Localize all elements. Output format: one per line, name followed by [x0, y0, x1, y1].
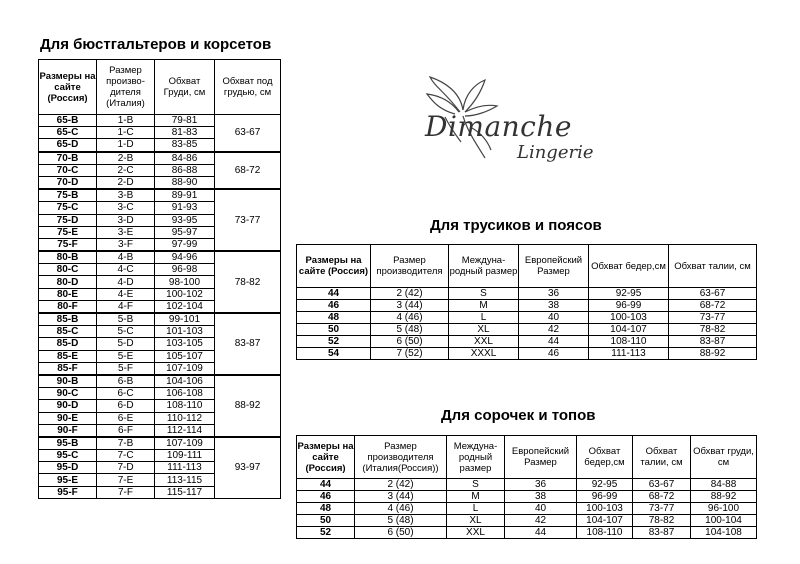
underbust-cell: 88-92 [215, 375, 281, 437]
maker-size-cell: 6-E [97, 412, 155, 424]
maker-size-cell: 5-E [97, 350, 155, 362]
maker-size-cell: 6-B [97, 375, 155, 388]
bust-cell: 104-108 [691, 527, 757, 539]
intl-size-cell: XL [449, 324, 519, 336]
eu-size-cell: 42 [505, 515, 577, 527]
bust-cell: 91-93 [155, 202, 215, 214]
waist-cell: 68-72 [633, 491, 691, 503]
bust-cell: 108-110 [155, 400, 215, 412]
waist-cell: 78-82 [669, 324, 757, 336]
site-size-cell: 90-D [39, 400, 97, 412]
maker-size-cell: 3 (44) [355, 491, 447, 503]
panties-table-title: Для трусиков и поясов [430, 217, 602, 234]
table-row [297, 515, 757, 527]
maker-size-cell: 4-B [97, 251, 155, 264]
maker-size-cell: 2-C [97, 164, 155, 176]
eu-size-cell: 38 [519, 300, 589, 312]
maker-size-cell: 2 (42) [371, 288, 449, 300]
maker-size-cell: 6 (50) [355, 527, 447, 539]
waist-cell: 88-92 [669, 348, 757, 360]
table-row [297, 527, 757, 539]
maker-size-cell: 5 (48) [371, 324, 449, 336]
underbust-cell: 68-72 [215, 152, 281, 190]
site-size-cell: 85-E [39, 350, 97, 362]
bust-cell: 100-104 [691, 515, 757, 527]
maker-size-cell: 4 (46) [371, 312, 449, 324]
tops-header-intl-size: Междуна-родный размер [447, 436, 505, 479]
bust-cell: 98-100 [155, 276, 215, 288]
bust-cell: 107-109 [155, 437, 215, 450]
underbust-cell: 78-82 [215, 251, 281, 313]
bust-cell: 97-99 [155, 238, 215, 251]
intl-size-cell: XXL [447, 527, 505, 539]
bust-cell: 109-111 [155, 450, 215, 462]
site-size-cell: 65-D [39, 139, 97, 152]
table-row [297, 312, 757, 324]
eu-size-cell: 40 [519, 312, 589, 324]
bust-cell: 103-105 [155, 338, 215, 350]
site-size-cell: 75-D [39, 214, 97, 226]
site-size-cell: 90-B [39, 375, 97, 388]
site-size-cell: 90-E [39, 412, 97, 424]
site-size-cell: 95-C [39, 450, 97, 462]
hips-cell: 108-110 [577, 527, 633, 539]
tops-header-waist: Обхват талии, см [633, 436, 691, 479]
bust-cell: 81-83 [155, 127, 215, 139]
bra-header-maker-size: Размер произво-дителя (Италия) [97, 60, 155, 115]
table-row [39, 437, 281, 450]
intl-size-cell: M [447, 491, 505, 503]
maker-size-cell: 5 (48) [355, 515, 447, 527]
bust-cell: 96-98 [155, 264, 215, 276]
site-size-cell: 80-F [39, 300, 97, 313]
table-row [297, 503, 757, 515]
intl-size-cell: S [449, 288, 519, 300]
eu-size-cell: 38 [505, 491, 577, 503]
intl-size-cell: XXL [449, 336, 519, 348]
intl-size-cell: L [447, 503, 505, 515]
bust-cell: 111-113 [155, 462, 215, 474]
bust-cell: 101-103 [155, 326, 215, 338]
site-size-cell: 85-D [39, 338, 97, 350]
maker-size-cell: 3-E [97, 226, 155, 238]
bust-cell: 107-109 [155, 362, 215, 375]
site-size-cell: 75-F [39, 238, 97, 251]
table-row [297, 336, 757, 348]
tops-table-title: Для сорочек и топов [441, 407, 596, 424]
hips-cell: 92-95 [577, 479, 633, 491]
panties-header-intl-size: Междуна-родный размер [449, 245, 519, 288]
maker-size-cell: 7-D [97, 462, 155, 474]
maker-size-cell: 4-D [97, 276, 155, 288]
site-size-cell: 75-E [39, 226, 97, 238]
bust-cell: 113-115 [155, 474, 215, 486]
tops-header-site-size: Размеры на сайте (Россия) [297, 436, 355, 479]
table-row [39, 152, 281, 165]
intl-size-cell: M [449, 300, 519, 312]
maker-size-cell: 7-C [97, 450, 155, 462]
bust-cell: 84-88 [691, 479, 757, 491]
site-size-cell: 54 [297, 348, 371, 360]
tops-size-table [296, 435, 757, 539]
bra-table-title: Для бюстгальтеров и корсетов [40, 36, 272, 53]
bust-cell: 106-108 [155, 388, 215, 400]
hips-cell: 111-113 [589, 348, 669, 360]
site-size-cell: 95-F [39, 486, 97, 498]
site-size-cell: 85-B [39, 313, 97, 326]
bust-cell: 102-104 [155, 300, 215, 313]
brand-logo [405, 72, 645, 172]
eu-size-cell: 44 [505, 527, 577, 539]
site-size-cell: 52 [297, 527, 355, 539]
bust-cell: 79-81 [155, 115, 215, 127]
eu-size-cell: 36 [519, 288, 589, 300]
bust-cell: 110-112 [155, 412, 215, 424]
site-size-cell: 80-D [39, 276, 97, 288]
site-size-cell: 75-B [39, 189, 97, 202]
site-size-cell: 46 [297, 491, 355, 503]
eu-size-cell: 44 [519, 336, 589, 348]
site-size-cell: 95-E [39, 474, 97, 486]
waist-cell: 63-67 [669, 288, 757, 300]
bust-cell: 86-88 [155, 164, 215, 176]
site-size-cell: 50 [297, 324, 371, 336]
table-row [39, 251, 281, 264]
site-size-cell: 80-E [39, 288, 97, 300]
eu-size-cell: 42 [519, 324, 589, 336]
site-size-cell: 70-C [39, 164, 97, 176]
bust-cell: 105-107 [155, 350, 215, 362]
maker-size-cell: 3-F [97, 238, 155, 251]
maker-size-cell: 5-F [97, 362, 155, 375]
maker-size-cell: 4 (46) [355, 503, 447, 515]
underbust-cell: 73-77 [215, 189, 281, 251]
intl-size-cell: L [449, 312, 519, 324]
intl-size-cell: XXXL [449, 348, 519, 360]
site-size-cell: 95-B [39, 437, 97, 450]
table-row [39, 115, 281, 127]
bra-header-underbust: Обхват под грудью, см [215, 60, 281, 115]
maker-size-cell: 3-D [97, 214, 155, 226]
table-row [39, 375, 281, 388]
bust-cell: 95-97 [155, 226, 215, 238]
underbust-cell: 83-87 [215, 313, 281, 375]
panties-header-eu-size: Европейский Размер [519, 245, 589, 288]
maker-size-cell: 3-C [97, 202, 155, 214]
maker-size-cell: 1-D [97, 139, 155, 152]
bust-cell: 84-86 [155, 152, 215, 165]
maker-size-cell: 7-F [97, 486, 155, 498]
logo-brand-subtitle: Lingerie [517, 142, 594, 163]
intl-size-cell: S [447, 479, 505, 491]
waist-cell: 83-87 [669, 336, 757, 348]
maker-size-cell: 5-C [97, 326, 155, 338]
site-size-cell: 52 [297, 336, 371, 348]
maker-size-cell: 2-D [97, 176, 155, 189]
maker-size-cell: 1-B [97, 115, 155, 127]
eu-size-cell: 46 [519, 348, 589, 360]
table-row [39, 313, 281, 326]
bra-header-site-size: Размеры на сайте (Россия) [39, 60, 97, 115]
panties-header-waist: Обхват талии, см [669, 245, 757, 288]
maker-size-cell: 7-B [97, 437, 155, 450]
site-size-cell: 48 [297, 503, 355, 515]
bust-cell: 94-96 [155, 251, 215, 264]
hips-cell: 96-99 [589, 300, 669, 312]
table-row [297, 348, 757, 360]
maker-size-cell: 7-E [97, 474, 155, 486]
table-row [297, 300, 757, 312]
site-size-cell: 75-C [39, 202, 97, 214]
bust-cell: 99-101 [155, 313, 215, 326]
site-size-cell: 70-B [39, 152, 97, 165]
tops-header-bust: Обхват груди, см [691, 436, 757, 479]
site-size-cell: 85-F [39, 362, 97, 375]
hips-cell: 108-110 [589, 336, 669, 348]
maker-size-cell: 4-E [97, 288, 155, 300]
hips-cell: 104-107 [577, 515, 633, 527]
maker-size-cell: 4-F [97, 300, 155, 313]
maker-size-cell: 6-F [97, 424, 155, 437]
site-size-cell: 46 [297, 300, 371, 312]
site-size-cell: 44 [297, 479, 355, 491]
bust-cell: 104-106 [155, 375, 215, 388]
eu-size-cell: 40 [505, 503, 577, 515]
bra-size-table [38, 59, 281, 499]
waist-cell: 68-72 [669, 300, 757, 312]
bust-cell: 96-100 [691, 503, 757, 515]
underbust-cell: 63-67 [215, 115, 281, 152]
panties-header-maker-size: Размер производителя [371, 245, 449, 288]
bust-cell: 100-102 [155, 288, 215, 300]
table-row [297, 288, 757, 300]
maker-size-cell: 1-C [97, 127, 155, 139]
panties-header-hips: Обхват бедер,см [589, 245, 669, 288]
waist-cell: 73-77 [633, 503, 691, 515]
bust-cell: 88-90 [155, 176, 215, 189]
site-size-cell: 70-D [39, 176, 97, 189]
site-size-cell: 65-B [39, 115, 97, 127]
eu-size-cell: 36 [505, 479, 577, 491]
waist-cell: 73-77 [669, 312, 757, 324]
site-size-cell: 48 [297, 312, 371, 324]
maker-size-cell: 2 (42) [355, 479, 447, 491]
maker-size-cell: 3 (44) [371, 300, 449, 312]
site-size-cell: 50 [297, 515, 355, 527]
bust-cell: 89-91 [155, 189, 215, 202]
waist-cell: 78-82 [633, 515, 691, 527]
site-size-cell: 44 [297, 288, 371, 300]
bust-cell: 115-117 [155, 486, 215, 498]
hips-cell: 92-95 [589, 288, 669, 300]
site-size-cell: 80-B [39, 251, 97, 264]
table-row [297, 479, 757, 491]
site-size-cell: 95-D [39, 462, 97, 474]
site-size-cell: 90-F [39, 424, 97, 437]
intl-size-cell: XL [447, 515, 505, 527]
tops-header-eu-size: Европейский Размер [505, 436, 577, 479]
panties-size-table [296, 244, 757, 360]
maker-size-cell: 5-D [97, 338, 155, 350]
tops-header-hips: Обхват бедер,см [577, 436, 633, 479]
waist-cell: 63-67 [633, 479, 691, 491]
logo-brand-name: Dimanche [425, 110, 572, 143]
bust-cell: 83-85 [155, 139, 215, 152]
site-size-cell: 80-C [39, 264, 97, 276]
tops-header-maker-size: Размер производителя (Италия(Россия)) [355, 436, 447, 479]
bust-cell: 93-95 [155, 214, 215, 226]
hips-cell: 104-107 [589, 324, 669, 336]
maker-size-cell: 2-B [97, 152, 155, 165]
waist-cell: 83-87 [633, 527, 691, 539]
maker-size-cell: 3-B [97, 189, 155, 202]
bra-header-bust: Обхват Груди, см [155, 60, 215, 115]
hips-cell: 96-99 [577, 491, 633, 503]
site-size-cell: 90-C [39, 388, 97, 400]
bust-cell: 88-92 [691, 491, 757, 503]
underbust-cell: 93-97 [215, 437, 281, 498]
maker-size-cell: 6-C [97, 388, 155, 400]
table-row [297, 324, 757, 336]
hips-cell: 100-103 [589, 312, 669, 324]
table-row [297, 491, 757, 503]
site-size-cell: 85-C [39, 326, 97, 338]
maker-size-cell: 7 (52) [371, 348, 449, 360]
maker-size-cell: 4-C [97, 264, 155, 276]
bust-cell: 112-114 [155, 424, 215, 437]
maker-size-cell: 5-B [97, 313, 155, 326]
site-size-cell: 65-C [39, 127, 97, 139]
table-row [39, 189, 281, 202]
maker-size-cell: 6-D [97, 400, 155, 412]
maker-size-cell: 6 (50) [371, 336, 449, 348]
panties-header-site-size: Размеры на сайте (Россия) [297, 245, 371, 288]
hips-cell: 100-103 [577, 503, 633, 515]
